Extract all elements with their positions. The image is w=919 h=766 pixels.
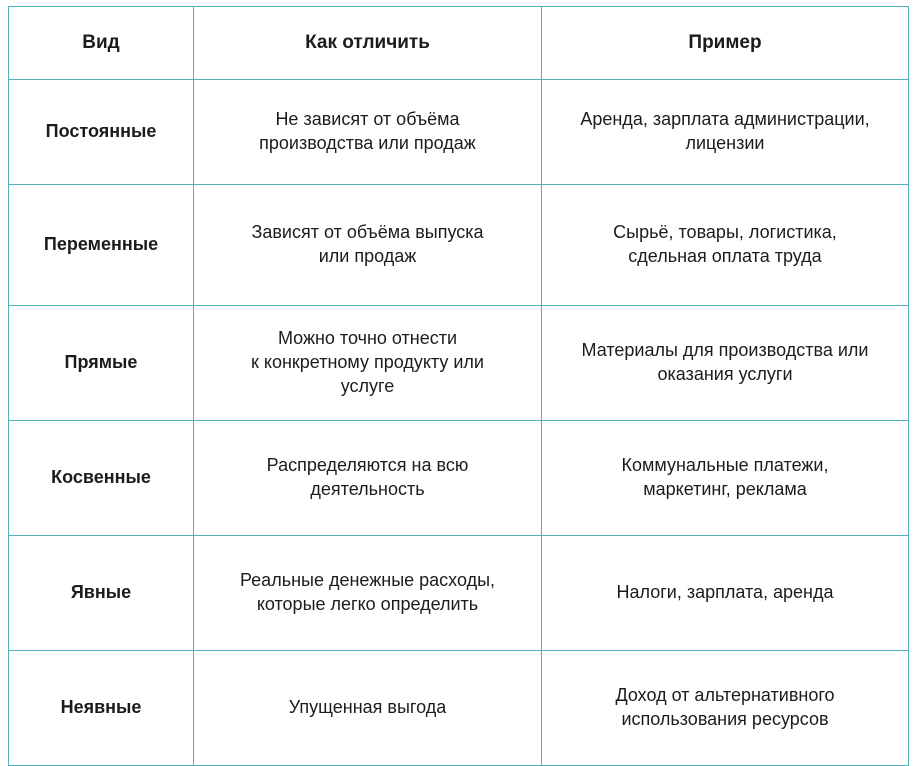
column-header-how-to-distinguish: Как отличить — [194, 7, 542, 80]
table-row — [9, 185, 909, 306]
column-header-example: Пример — [542, 7, 909, 80]
cell-kind: Переменные — [9, 185, 194, 306]
cell-kind: Прямые — [9, 306, 194, 421]
table-header — [9, 7, 909, 80]
table-row — [9, 80, 909, 185]
column-header-kind: Вид — [9, 7, 194, 80]
cell-how: Зависят от объёма выпуска или продаж — [194, 185, 542, 306]
cell-kind: Постоянные — [9, 80, 194, 185]
cell-kind: Косвенные — [9, 421, 194, 536]
table-row — [9, 306, 909, 421]
cost-classification-table — [8, 6, 909, 766]
cell-example: Доход от альтернативного использования ресурсов — [542, 651, 909, 766]
cell-example: Аренда, зарплата администрации, лицензии — [542, 80, 909, 185]
cell-example: Сырьё, товары, логистика, сдельная оплата труда — [542, 185, 909, 306]
cell-example: Коммунальные платежи, маркетинг, реклама — [542, 421, 909, 536]
table-header-row — [9, 7, 909, 80]
cell-how: Не зависят от объёма производства или продаж — [194, 80, 542, 185]
cell-example: Налоги, зарплата, аренда — [542, 536, 909, 651]
cell-kind: Явные — [9, 536, 194, 651]
table-row — [9, 651, 909, 766]
cell-example: Материалы для производства или оказания услуги — [542, 306, 909, 421]
table-row — [9, 421, 909, 536]
table-row — [9, 536, 909, 651]
cell-how: Упущенная выгода — [194, 651, 542, 766]
table-body — [9, 80, 909, 766]
cell-how: Реальные денежные расходы, которые легко определить — [194, 536, 542, 651]
cell-how: Можно точно отнести к конкретному продукту или услуге — [194, 306, 542, 421]
cell-how: Распределяются на всю деятельность — [194, 421, 542, 536]
cell-kind: Неявные — [9, 651, 194, 766]
